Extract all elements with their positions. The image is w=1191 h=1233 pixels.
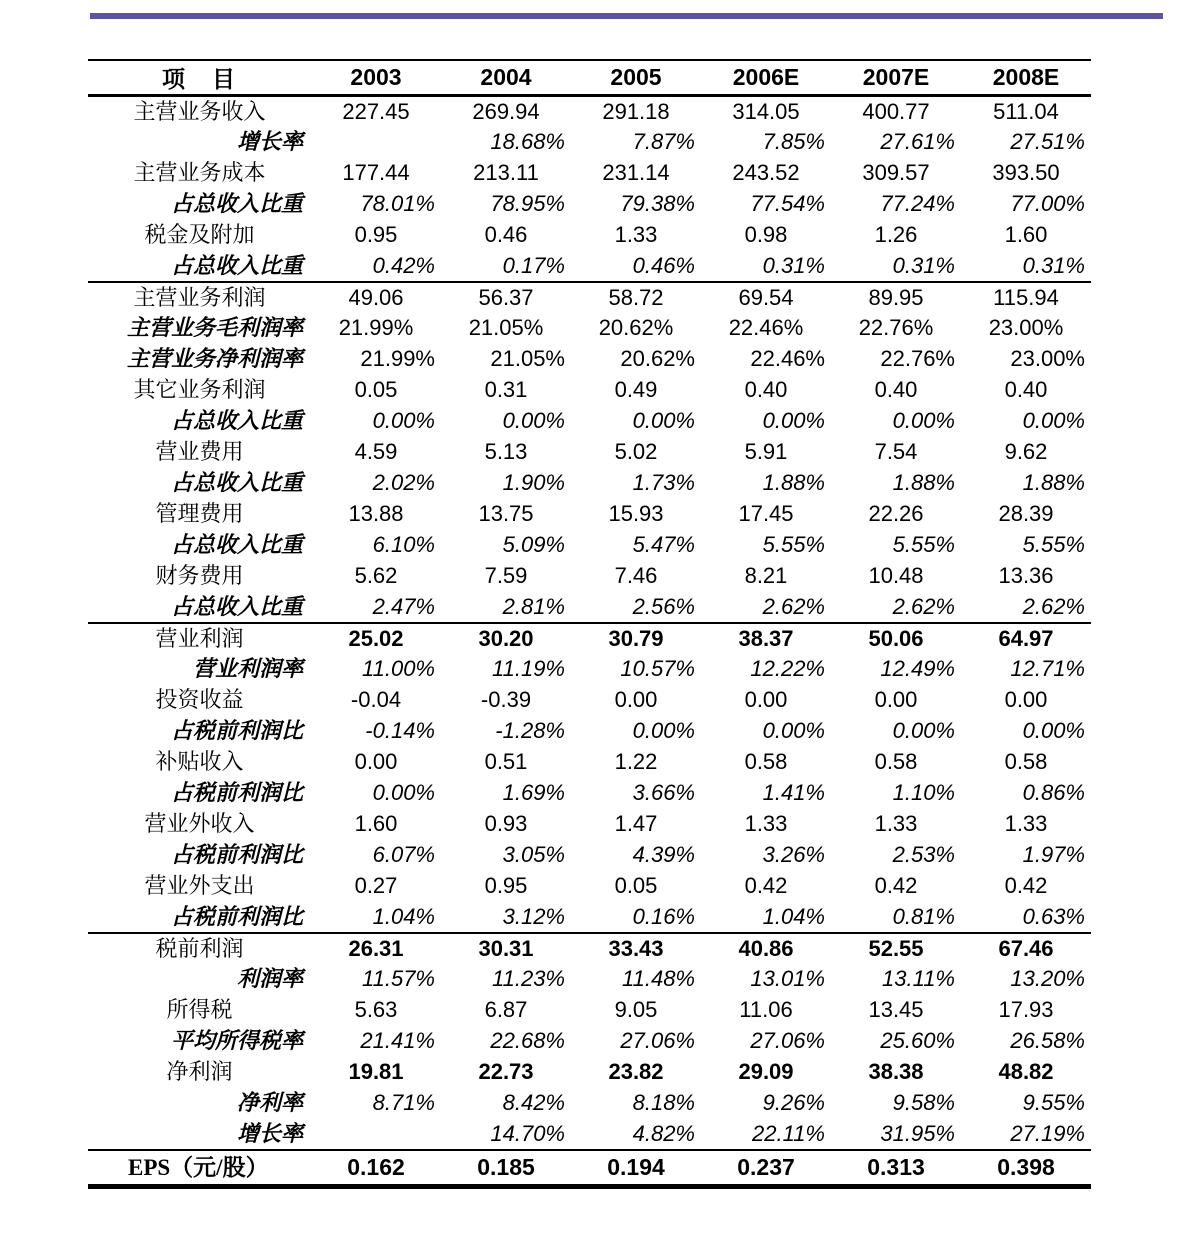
cell-value: 23.82 — [608, 1059, 664, 1084]
cell-value: 1.33 — [614, 222, 658, 247]
cell-value: 0.42 — [744, 873, 788, 898]
cell-value: 11.19% — [492, 656, 565, 681]
cell-value: 0.00% — [762, 718, 825, 743]
cell-value: 5.55% — [892, 532, 955, 557]
column-header-year-2005: 2005 — [571, 60, 701, 96]
cell-value: 1.97% — [1022, 842, 1085, 867]
cell-value: 10.57% — [620, 656, 695, 681]
cell-value: 6.07% — [372, 842, 435, 867]
cell-value: 1.88% — [1022, 470, 1085, 495]
cell-value: 0.00% — [892, 408, 955, 433]
cell-value: 10.48 — [868, 563, 924, 588]
cell-value: 27.61% — [880, 129, 955, 154]
cell-value: 56.37 — [478, 284, 534, 310]
cell-value: 0.42 — [874, 873, 918, 898]
cell-value: 0.194 — [571, 1150, 701, 1187]
cell-value: 213.11 — [473, 160, 539, 185]
cell-value: 21.05% — [490, 346, 565, 371]
cell-value: 38.38 — [868, 1059, 924, 1084]
cell-value: 28.39 — [998, 501, 1054, 526]
row-label: 占税前利润比 — [170, 718, 303, 743]
cell-value: 1.10% — [892, 780, 955, 805]
cell-value: 27.19% — [961, 1119, 1091, 1150]
cell-value: 3.66% — [632, 780, 695, 805]
row-label: 投资收益 — [155, 687, 244, 712]
cell-value: 1.60 — [1004, 222, 1048, 247]
table-row — [88, 437, 1091, 468]
row-label: 主营业务毛利润率 — [126, 315, 303, 340]
cell-value: 5.62 — [354, 563, 398, 588]
row-label: 占总收入比重 — [170, 470, 303, 495]
table-row — [88, 1119, 1091, 1150]
cell-value: 67.46 — [998, 935, 1054, 961]
row-label: 主营业务收入 — [133, 98, 266, 124]
cell-value: 115.94 — [993, 284, 1059, 310]
cell-value: 0.16% — [571, 902, 701, 933]
cell-value: 23.00% — [988, 315, 1064, 340]
cell-value: 511.04 — [993, 98, 1059, 124]
cell-value: 6.10% — [372, 532, 435, 557]
cell-value: 231.14 — [602, 160, 670, 185]
cell-value: 0.49 — [614, 377, 658, 402]
row-label: 占总收入比重 — [170, 191, 303, 216]
cell-value: 79.38% — [620, 191, 695, 216]
cell-value: 48.82 — [998, 1059, 1054, 1084]
cell-value: 0.31% — [831, 251, 961, 282]
row-label: 主营业务净利润率 — [126, 346, 303, 371]
row-label: 利润率 — [236, 966, 303, 991]
cell-value: 15.93 — [608, 501, 664, 526]
table-row — [88, 220, 1091, 251]
cell-value: -0.14% — [365, 718, 435, 743]
cell-value: 7.46 — [614, 563, 658, 588]
cell-value: 22.68% — [490, 1028, 565, 1053]
row-label: 其它业务利润 — [133, 377, 266, 402]
column-header-year-2007e: 2007E — [831, 60, 961, 96]
row-label: 营业外支出 — [144, 873, 255, 898]
cell-value: 400.77 — [862, 98, 930, 124]
cell-value: 0.00 — [354, 749, 398, 774]
row-label: 占总收入比重 — [88, 592, 311, 623]
row-label: 占税前利润比 — [170, 842, 303, 867]
table-row — [88, 654, 1091, 685]
row-label: 净利润 — [166, 1059, 233, 1084]
cell-value: 243.52 — [732, 160, 800, 185]
cell-value: 227.45 — [342, 98, 410, 124]
cell-value: 2.81% — [441, 592, 571, 623]
cell-value: 1.04% — [311, 902, 441, 933]
cell-value: 3.05% — [502, 842, 565, 867]
cell-value: 0.58 — [874, 749, 918, 774]
column-header-item: 项 目 — [88, 60, 311, 96]
cell-value: 0.05 — [354, 377, 398, 402]
row-label: 增长率 — [236, 129, 303, 154]
cell-value: 38.37 — [738, 625, 794, 651]
table-row — [88, 1057, 1091, 1088]
cell-value: 8.42% — [502, 1090, 565, 1115]
cell-value: 27.06% — [620, 1028, 695, 1053]
row-label: 营业利润率 — [192, 656, 303, 681]
cell-value: 9.62 — [1004, 439, 1048, 464]
financial-projection-table — [88, 59, 1091, 1189]
column-header-year-2003: 2003 — [311, 60, 441, 96]
cell-value: 393.50 — [992, 160, 1060, 185]
cell-value: 2.47% — [311, 592, 441, 623]
cell-value: 64.97 — [998, 625, 1054, 651]
cell-value: 11.00% — [362, 656, 435, 681]
cell-value: 1.33 — [874, 811, 918, 836]
table-row — [88, 561, 1091, 592]
table-row — [88, 530, 1091, 561]
cell-value — [311, 127, 441, 158]
table-row — [88, 778, 1091, 809]
cell-value: 0.42 — [1004, 873, 1048, 898]
cell-value: 22.73 — [478, 1059, 534, 1084]
table-row — [88, 1088, 1091, 1119]
cell-value: 69.54 — [738, 284, 794, 310]
row-label: 营业利润 — [155, 625, 244, 651]
cell-value: 77.00% — [1010, 191, 1085, 216]
cell-value: 21.41% — [360, 1028, 435, 1053]
table-row — [88, 375, 1091, 406]
cell-value: 269.94 — [472, 98, 540, 124]
cell-value: 3.12% — [441, 902, 571, 933]
cell-value: 5.55% — [762, 532, 825, 557]
column-header-year-2004: 2004 — [441, 60, 571, 96]
cell-value: 0.95 — [354, 222, 398, 247]
row-label: 税前利润 — [155, 935, 244, 961]
table-row — [88, 313, 1091, 344]
row-label: 主营业务成本 — [133, 160, 266, 185]
cell-value: 0.86% — [1022, 780, 1085, 805]
cell-value: 49.06 — [348, 284, 404, 310]
cell-value: 2.62% — [961, 592, 1091, 623]
cell-value: 22.46% — [728, 315, 804, 340]
cell-value: 21.99% — [338, 315, 414, 340]
cell-value: 1.60 — [354, 811, 398, 836]
cell-value: 2.62% — [831, 592, 961, 623]
cell-value: 5.09% — [502, 532, 565, 557]
cell-value: 50.06 — [868, 625, 924, 651]
cell-value: 5.63 — [354, 997, 398, 1022]
column-header-year-2006e: 2006E — [701, 60, 831, 96]
table-row — [88, 747, 1091, 778]
cell-value: 1.33 — [1004, 811, 1048, 836]
cell-value: 1.90% — [502, 470, 565, 495]
cell-value: 314.05 — [732, 98, 800, 124]
table-row — [88, 840, 1091, 871]
table-row — [88, 1026, 1091, 1057]
cell-value: 0.58 — [744, 749, 788, 774]
cell-value: 12.22% — [750, 656, 825, 681]
row-label: EPS（元/股） — [88, 1150, 311, 1187]
row-label: 占总收入比重 — [170, 532, 303, 557]
row-label: 营业费用 — [155, 439, 244, 464]
row-label: 平均所得税率 — [170, 1028, 303, 1053]
top-divider-line — [90, 13, 1163, 19]
cell-value: 5.13 — [484, 439, 528, 464]
cell-value: 1.33 — [744, 811, 788, 836]
cell-value: 7.54 — [874, 439, 918, 464]
cell-value: 0.00% — [1022, 718, 1085, 743]
cell-value: 19.81 — [348, 1059, 404, 1084]
cell-value: 1.88% — [762, 470, 825, 495]
cell-value: 77.54% — [750, 191, 825, 216]
cell-value: 33.43 — [608, 935, 664, 961]
row-label: 营业外收入 — [144, 811, 255, 836]
cell-value: 0.00% — [372, 408, 435, 433]
column-header-year-2008e: 2008E — [961, 60, 1091, 96]
cell-value: 0.93 — [484, 811, 528, 836]
cell-value: 23.00% — [1010, 346, 1085, 371]
cell-value: 7.59 — [484, 563, 528, 588]
row-label: 所得税 — [166, 997, 233, 1022]
cell-value: 21.99% — [360, 346, 435, 371]
row-label: 占税前利润比 — [88, 902, 311, 933]
table-row — [88, 251, 1091, 282]
cell-value: 20.62% — [598, 315, 674, 340]
row-label: 增长率 — [88, 1119, 311, 1150]
cell-value: 1.22 — [614, 749, 658, 774]
cell-value: 1.73% — [632, 470, 695, 495]
cell-value: 12.71% — [1010, 656, 1085, 681]
cell-value: 0.42% — [311, 251, 441, 282]
cell-value: 0.00% — [372, 780, 435, 805]
row-label: 税金及附加 — [144, 222, 255, 247]
cell-value: 26.58% — [1010, 1028, 1085, 1053]
table-row — [88, 933, 1091, 964]
cell-value: 5.91 — [744, 439, 788, 464]
cell-value: 7.87% — [632, 129, 695, 154]
cell-value: 177.44 — [342, 160, 410, 185]
cell-value: 20.62% — [620, 346, 695, 371]
cell-value: 13.11% — [882, 966, 955, 991]
cell-value: 0.17% — [441, 251, 571, 282]
cell-value: 9.05 — [614, 997, 658, 1022]
header-row — [88, 60, 1091, 96]
cell-value: 30.31 — [478, 935, 534, 961]
cell-value: 77.24% — [880, 191, 955, 216]
table-row — [88, 871, 1091, 902]
cell-value: 22.46% — [750, 346, 825, 371]
table-row — [88, 189, 1091, 220]
cell-value: 2.62% — [701, 592, 831, 623]
cell-value: 3.26% — [762, 842, 825, 867]
cell-value: 0.00% — [632, 408, 695, 433]
cell-value: 11.48% — [622, 966, 695, 991]
cell-value: 4.59 — [354, 439, 398, 464]
cell-value: 8.18% — [632, 1090, 695, 1115]
cell-value: 0.40 — [1004, 377, 1048, 402]
cell-value: 0.185 — [441, 1150, 571, 1187]
cell-value: 13.45 — [868, 997, 924, 1022]
cell-value: 0.237 — [701, 1150, 831, 1187]
cell-value: 8.21 — [744, 563, 788, 588]
cell-value: 22.11% — [701, 1119, 831, 1150]
table-row — [88, 685, 1091, 716]
cell-value: 0.40 — [874, 377, 918, 402]
cell-value: 4.82% — [571, 1119, 701, 1150]
cell-value: 22.76% — [880, 346, 955, 371]
cell-value: 52.55 — [868, 935, 924, 961]
cell-value: 5.55% — [1022, 532, 1085, 557]
table-row — [88, 344, 1091, 375]
cell-value: 7.85% — [762, 129, 825, 154]
table-row — [88, 406, 1091, 437]
cell-value: 30.79 — [608, 625, 664, 651]
cell-value: 0.313 — [831, 1150, 961, 1187]
cell-value: 27.06% — [750, 1028, 825, 1053]
cell-value: 30.20 — [478, 625, 534, 651]
table-row — [88, 809, 1091, 840]
cell-value: 1.69% — [502, 780, 565, 805]
cell-value: 13.36 — [998, 563, 1054, 588]
cell-value: 5.02 — [614, 439, 658, 464]
cell-value: 0.00% — [1022, 408, 1085, 433]
cell-value: 12.49% — [880, 656, 955, 681]
cell-value: 0.81% — [831, 902, 961, 933]
cell-value: 5.47% — [632, 532, 695, 557]
cell-value: -0.39 — [480, 687, 532, 712]
cell-value: 78.01% — [360, 191, 435, 216]
cell-value: 1.26 — [874, 222, 918, 247]
cell-value: 2.53% — [892, 842, 955, 867]
cell-value: 13.75 — [478, 501, 534, 526]
cell-value: 0.27 — [354, 873, 398, 898]
cell-value: 25.02 — [348, 625, 404, 651]
table-row — [88, 995, 1091, 1026]
cell-value: 0.98 — [744, 222, 788, 247]
row-label: 财务费用 — [155, 563, 244, 588]
cell-value: 0.00% — [892, 718, 955, 743]
cell-value: 6.87 — [484, 997, 528, 1022]
cell-value: 4.39% — [632, 842, 695, 867]
cell-value: 9.26% — [762, 1090, 825, 1115]
table-row — [88, 716, 1091, 747]
cell-value: 1.04% — [701, 902, 831, 933]
cell-value: 8.71% — [372, 1090, 435, 1115]
cell-value: 0.31% — [701, 251, 831, 282]
cell-value: 13.20% — [1010, 966, 1085, 991]
cell-value: 26.31 — [348, 935, 404, 961]
cell-value: 9.58% — [892, 1090, 955, 1115]
cell-value: 29.09 — [738, 1059, 794, 1084]
cell-value: 0.398 — [961, 1150, 1091, 1187]
cell-value: 1.88% — [892, 470, 955, 495]
row-label: 主营业务利润 — [133, 284, 266, 310]
cell-value: 0.162 — [311, 1150, 441, 1187]
table-row — [88, 964, 1091, 995]
cell-value: 1.47 — [614, 811, 658, 836]
cell-value: 0.00% — [762, 408, 825, 433]
row-label: 占税前利润比 — [170, 780, 303, 805]
cell-value: 11.23% — [492, 966, 565, 991]
cell-value: 0.05 — [614, 873, 658, 898]
cell-value: 0.63% — [961, 902, 1091, 933]
cell-value — [311, 1119, 441, 1150]
cell-value: 14.70% — [441, 1119, 571, 1150]
cell-value: 22.26 — [868, 501, 924, 526]
table-header — [88, 60, 1091, 96]
cell-value: 0.00% — [502, 408, 565, 433]
table-row — [88, 499, 1091, 530]
table-row — [88, 127, 1091, 158]
cell-value: 58.72 — [608, 284, 664, 310]
cell-value: 40.86 — [738, 935, 794, 961]
cell-value: 9.55% — [1022, 1090, 1085, 1115]
cell-value: 25.60% — [880, 1028, 955, 1053]
cell-value: 0.51 — [484, 749, 528, 774]
cell-value: 2.02% — [372, 470, 435, 495]
cell-value: 27.51% — [1010, 129, 1085, 154]
cell-value: 13.01% — [750, 966, 825, 991]
cell-value: -1.28% — [495, 718, 565, 743]
cell-value: 0.00% — [632, 718, 695, 743]
table-row — [88, 592, 1091, 623]
cell-value: 2.56% — [571, 592, 701, 623]
cell-value: 17.45 — [738, 501, 794, 526]
cell-value: 21.05% — [468, 315, 544, 340]
row-label: 净利率 — [236, 1090, 303, 1115]
cell-value: 0.00 — [744, 687, 788, 712]
row-label: 占总收入比重 — [170, 408, 303, 433]
cell-value: 17.93 — [998, 997, 1054, 1022]
cell-value: 0.00 — [874, 687, 918, 712]
cell-value: 0.40 — [744, 377, 788, 402]
cell-value: 0.95 — [484, 873, 528, 898]
cell-value: 18.68% — [490, 129, 565, 154]
cell-value: 309.57 — [862, 160, 930, 185]
cell-value: 11.57% — [362, 966, 435, 991]
cell-value: 89.95 — [868, 284, 924, 310]
cell-value: 11.06 — [739, 997, 793, 1022]
cell-value: 0.31% — [961, 251, 1091, 282]
cell-value: 0.46% — [571, 251, 701, 282]
cell-value: 0.00 — [614, 687, 658, 712]
table-row — [88, 468, 1091, 499]
cell-value: 291.18 — [602, 98, 670, 124]
row-label: 补贴收入 — [155, 749, 244, 774]
table-row — [88, 96, 1091, 127]
cell-value: -0.04 — [350, 687, 402, 712]
cell-value: 31.95% — [831, 1119, 961, 1150]
table-row — [88, 158, 1091, 189]
cell-value: 0.31 — [484, 377, 528, 402]
table-row — [88, 902, 1091, 933]
row-label: 管理费用 — [155, 501, 244, 526]
cell-value: 0.00 — [1004, 687, 1048, 712]
cell-value: 1.41% — [762, 780, 825, 805]
row-label: 占总收入比重 — [88, 251, 311, 282]
table-row — [88, 1150, 1091, 1187]
table-body — [88, 96, 1091, 1187]
table-row — [88, 623, 1091, 654]
cell-value: 0.58 — [1004, 749, 1048, 774]
cell-value: 78.95% — [490, 191, 565, 216]
cell-value: 22.76% — [858, 315, 934, 340]
cell-value: 0.46 — [484, 222, 528, 247]
cell-value: 13.88 — [348, 501, 404, 526]
table-row — [88, 282, 1091, 313]
